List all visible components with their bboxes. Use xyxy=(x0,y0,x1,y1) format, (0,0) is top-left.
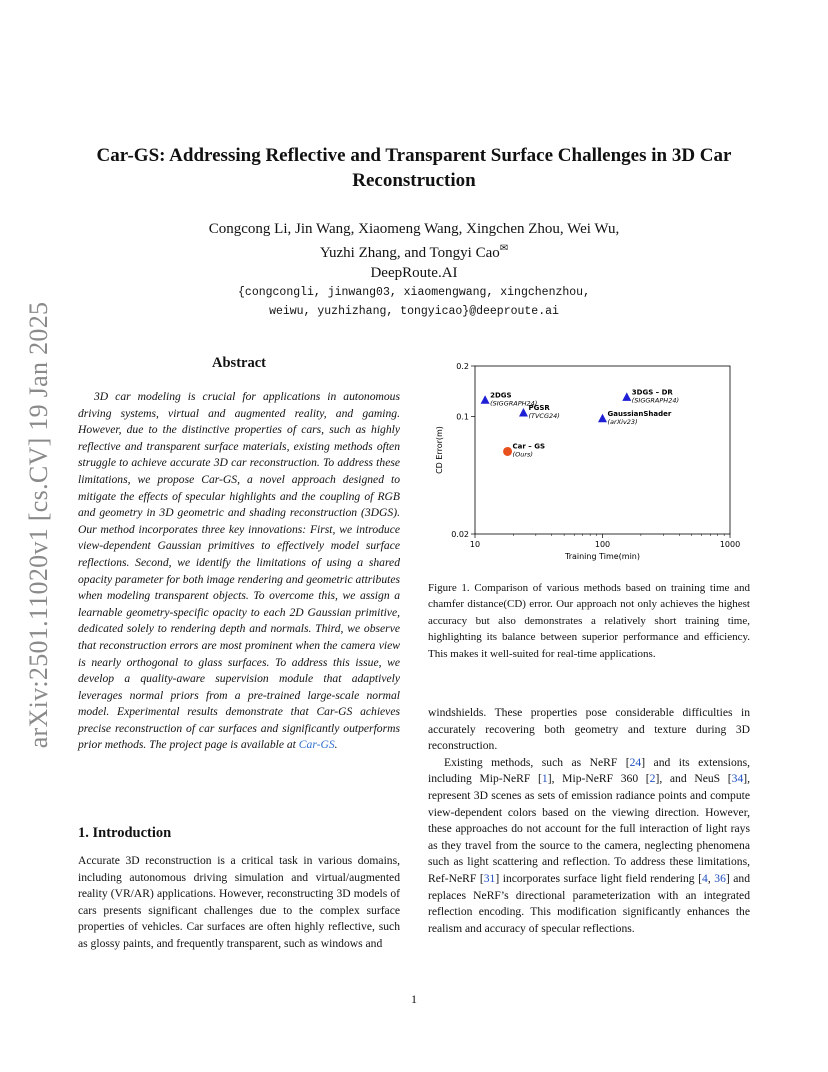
title-line-2: Reconstruction xyxy=(352,170,476,191)
project-page-link[interactable]: Car-GS xyxy=(298,738,335,752)
y-tick-label: 0.1 xyxy=(456,412,469,422)
author-block xyxy=(100,219,728,283)
p2-text-a: Existing methods, such as NeRF [ xyxy=(444,755,630,769)
abstract-body xyxy=(78,389,400,754)
ref-link[interactable]: 2 xyxy=(649,772,656,786)
figure-1-chart xyxy=(428,352,758,567)
data-point-triangle xyxy=(481,395,490,404)
paper-title xyxy=(70,143,758,193)
abstract-end: . xyxy=(334,738,338,752)
envelope-icon: ✉ xyxy=(499,243,509,254)
email-block xyxy=(100,283,728,321)
point-venue: (Ours) xyxy=(512,450,533,459)
authors-line-1: Congcong Li, Jin Wang, Xiaomeng Wang, Xingchen Zhou, Wei Wu, xyxy=(208,221,620,237)
email-line-1: {congcongli, jinwang03, xiaomengwang, xingchenzhou, xyxy=(238,286,590,299)
y-tick-label: 0.02 xyxy=(451,530,469,539)
x-tick-label: 10 xyxy=(469,540,481,549)
right-paragraph-1: windshields. These properties pose considerable difficulties in accurately recovering both geometry and texture during 3D reconstruction. xyxy=(428,706,750,753)
figure-caption: Figure 1. Comparison of various methods based on training time and chamfer distance(CD) error. Our approach not only achieves the highest accuracy but also demonstrates a relatively short training time, highlighting its balance between superior performance and efficiency. This makes it well-suited for real-time applications. xyxy=(428,582,750,660)
page-number: 1 xyxy=(411,992,417,1006)
email-line-2: weiwu, yuzhizhang, tongyicao}@deeproute.ai xyxy=(269,305,559,318)
intro-heading: 1. Introduction xyxy=(78,825,172,841)
point-label: Car – GS xyxy=(512,442,546,451)
point-venue: (TVCG24) xyxy=(528,412,560,421)
ref-link[interactable]: 4 xyxy=(702,871,708,885)
p2-text-b: ] and its extensions, including Mip-NeRF [ xyxy=(428,755,751,786)
data-point-circle xyxy=(503,447,512,456)
x-tick-label: 100 xyxy=(594,540,611,549)
right-paragraph-2 xyxy=(428,755,750,938)
p2-text-g: , xyxy=(707,871,715,885)
intro-text: Accurate 3D reconstruction is a critical task in various domains, including autonomous driving simulation and virtual/augmented reality (VR/AR) applications. However, reconstructing 3D models of cars presents significant challenges due to the complex surface properties of vehicles. Car surfaces are often highly reflective, such as glossy paints, and frequently transparent, such as windows and xyxy=(78,854,400,950)
ref-link[interactable]: 1 xyxy=(541,772,548,786)
data-point-triangle xyxy=(519,408,528,417)
right-column-text xyxy=(428,705,750,937)
p2-text-f: ] incorporates surface light field rendering [ xyxy=(495,871,703,885)
arxiv-id: arXiv:2501.11020v1 [cs.CV] 19 Jan 2025 xyxy=(24,301,53,749)
arxiv-sidebar xyxy=(24,290,54,760)
x-axis-label: Training Time(min) xyxy=(564,552,641,561)
title-line-1: Car-GS: Addressing Reflective and Transparent Surface Challenges in 3D Car xyxy=(96,145,732,166)
authors-line-2-wrap xyxy=(100,239,728,263)
point-label: PGSR xyxy=(528,404,550,413)
point-venue: (arXiv23) xyxy=(607,417,638,426)
y-tick-label: 0.2 xyxy=(456,362,469,371)
point-venue: (SIGGRAPH24) xyxy=(631,396,680,405)
abstract-text: 3D car modeling is crucial for applications in autonomous driving systems, virtual and augmented reality, and gaming. However, due to the distinctive properties of cars, such as highly reflective and transparent surface materials, existing methods often struggle to achieve accurate 3D car reconstruction. To address these limitations, we propose Car-GS, a novel approach designed to mitigate the effects of specular highlights and the coupling of RGB and geometry in 3D geometric and shading reconstruction (3DGS). Our method incorporates three key innovations: First, we introduce view-dependent Gaussian primitives to effectively model surface reflections. Second, we identify the limitations of using a shared opacity parameter for both image rendering and geometric attributes when modeling transparent objects. To overcome this, we assign a learnable geometry-specific opacity to each 2D Gaussian primitive, dedicated solely to rendering depth and normals. Third, we observe that reconstruction errors are most prominent when the camera view is nearly orthogonal to glass surfaces. To address this issue, we develop a quality-aware supervision module that adaptively leverages normal priors from a pre-trained large-scale normal model. Experimental results demonstrate that Car-GS achieves precise reconstruction of car surfaces and significantly outperforms prior methods. The project page is available at xyxy=(78,390,400,752)
x-tick-label: 1000 xyxy=(719,540,741,549)
ref-link[interactable]: 24 xyxy=(629,755,642,769)
point-venue: (SIGGRAPH24) xyxy=(490,399,538,408)
point-label: 3DGS – DR xyxy=(631,388,673,397)
abstract-heading: Abstract xyxy=(212,355,266,371)
authors-line-2: Yuzhi Zhang, and Tongyi Cao xyxy=(319,245,500,261)
point-label: 2DGS xyxy=(490,391,512,400)
y-axis-label: CD Error(m) xyxy=(435,426,444,474)
point-label: GaussianShader xyxy=(607,409,672,418)
p2-text-d: ], and NeuS [ xyxy=(655,772,732,786)
affiliation: DeepRoute.AI xyxy=(370,265,458,281)
ref-link[interactable]: 36 xyxy=(714,871,726,885)
ref-link[interactable]: 34 xyxy=(731,772,744,786)
data-point-triangle xyxy=(598,414,607,423)
p2-text-e: ], represent 3D scenes as sets of emission radiance points and compute view-dependent colors based on the viewing direction. However, these approaches do not account for the full interaction of light rays as they travel from the source to the camera, neglecting phenomena such as light scattering and reflection. To address these limitations, Ref-NeRF [ xyxy=(428,772,751,885)
p2-text-h: ] and replaces NeRF’s directional parameterization with an integrated reflection encoding. This modification significantly enhances the realism and accuracy of specular reflections. xyxy=(428,871,751,935)
p2-text-c: ], Mip-NeRF 360 [ xyxy=(547,772,650,786)
data-point-triangle xyxy=(622,392,631,401)
ref-link[interactable]: 31 xyxy=(483,871,496,885)
